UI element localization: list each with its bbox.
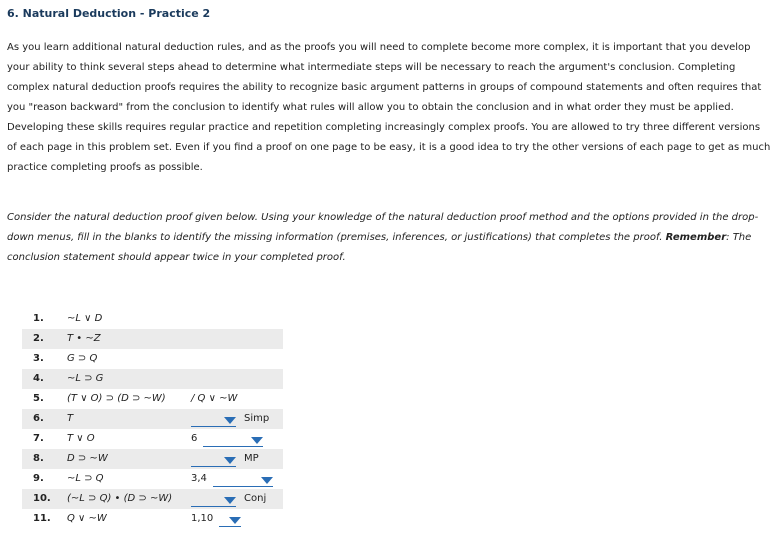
proof-row (22, 429, 283, 449)
proof-row (22, 409, 283, 429)
rule-dropdown[interactable] (219, 514, 241, 527)
statement: ~L ∨ D (67, 313, 103, 324)
statement: D ⊃ ~W (67, 453, 108, 464)
chevron-down-icon (261, 477, 273, 484)
statement: (~L ⊃ Q) • (D ⊃ ~W) (67, 493, 173, 504)
proof-row (22, 389, 283, 409)
rule-label: Conj (244, 493, 267, 504)
justification (191, 509, 241, 529)
proof-table (22, 309, 283, 529)
lines-dropdown[interactable] (191, 454, 236, 467)
lines-dropdown[interactable] (191, 414, 236, 427)
statement: (T ∨ O) ⊃ (D ⊃ ~W) (67, 393, 166, 404)
proof-row (22, 329, 283, 349)
chevron-down-icon (229, 517, 241, 524)
lines-label: 6 (191, 433, 198, 444)
justification (191, 489, 266, 509)
justification (191, 469, 273, 489)
statement: T (67, 413, 74, 424)
line-number: 7. (33, 433, 44, 444)
rule-dropdown[interactable] (203, 434, 263, 447)
line-number: 8. (33, 453, 44, 464)
chevron-down-icon (224, 497, 236, 504)
rule-label: MP (244, 453, 259, 464)
rule-label: Simp (244, 413, 270, 424)
justification (191, 429, 263, 449)
conclusion: / Q ∨ ~W (191, 393, 238, 404)
lines-label: 1,10 (191, 513, 214, 524)
instructions-paragraph (7, 208, 772, 268)
statement: G ⊃ Q (67, 353, 98, 364)
proof-row (22, 309, 283, 329)
line-number: 2. (33, 333, 44, 344)
statement: ~L ⊃ Q (67, 473, 104, 484)
line-number: 10. (33, 493, 51, 504)
chevron-down-icon (224, 457, 236, 464)
statement: T ∨ O (67, 433, 95, 444)
proof-row (22, 509, 283, 529)
justification (191, 449, 259, 469)
remember-text: : The conclusion statement should appear twice in your completed proof. (7, 232, 752, 263)
statement: T • ~Z (67, 333, 101, 344)
remember-label: Remember (665, 232, 727, 243)
line-number: 9. (33, 473, 44, 484)
statement: ~L ⊃ G (67, 373, 104, 384)
line-number: 1. (33, 313, 44, 324)
line-number: 3. (33, 353, 44, 364)
line-number: 5. (33, 393, 44, 404)
lines-label: 3,4 (191, 473, 207, 484)
chevron-down-icon (224, 417, 236, 424)
line-number: 4. (33, 373, 44, 384)
chevron-down-icon (251, 437, 263, 444)
statement: Q ∨ ~W (67, 513, 107, 524)
lines-dropdown[interactable] (191, 494, 236, 507)
line-number: 11. (33, 513, 51, 524)
rule-dropdown[interactable] (213, 474, 273, 487)
proof-row (22, 469, 283, 489)
intro-paragraph: As you learn additional natural deduction rules, and as the proofs you will need to complete become more complex, it is important that you develop your ability to think several steps ahead to determine what intermediate steps will be necessary to reach the argument's conclusion. Completing complex natural deduction proofs requires the ability to recognize basic argument patterns in groups of compound statements and often requires that you "reason backward" from the conclusion to identify what rules will allow you to obtain the conclusion and in what order they must be applied. Developing these skills requires regular practice and repetition completing increasingly complex proofs. You are allowed to try three different versions of each page in this problem set. Even if you find a proof on one page to be easy, it is a good idea to try the other versions of each page to get as much practice completing proofs as possible. (7, 42, 771, 173)
proof-row (22, 369, 283, 389)
justification (191, 409, 269, 429)
proof-row (22, 489, 283, 509)
proof-row (22, 449, 283, 469)
instructions-text: Consider the natural deduction proof given below. Using your knowledge of the natural deduction proof method and the options provided in the drop-down menus, fill in the blanks to identify the missing information (premises, inferences, or justifications) that completes the proof. (7, 212, 759, 243)
page-title: 6. Natural Deduction - Practice 2 (7, 7, 211, 20)
proof-row (22, 349, 283, 369)
line-number: 6. (33, 413, 44, 424)
